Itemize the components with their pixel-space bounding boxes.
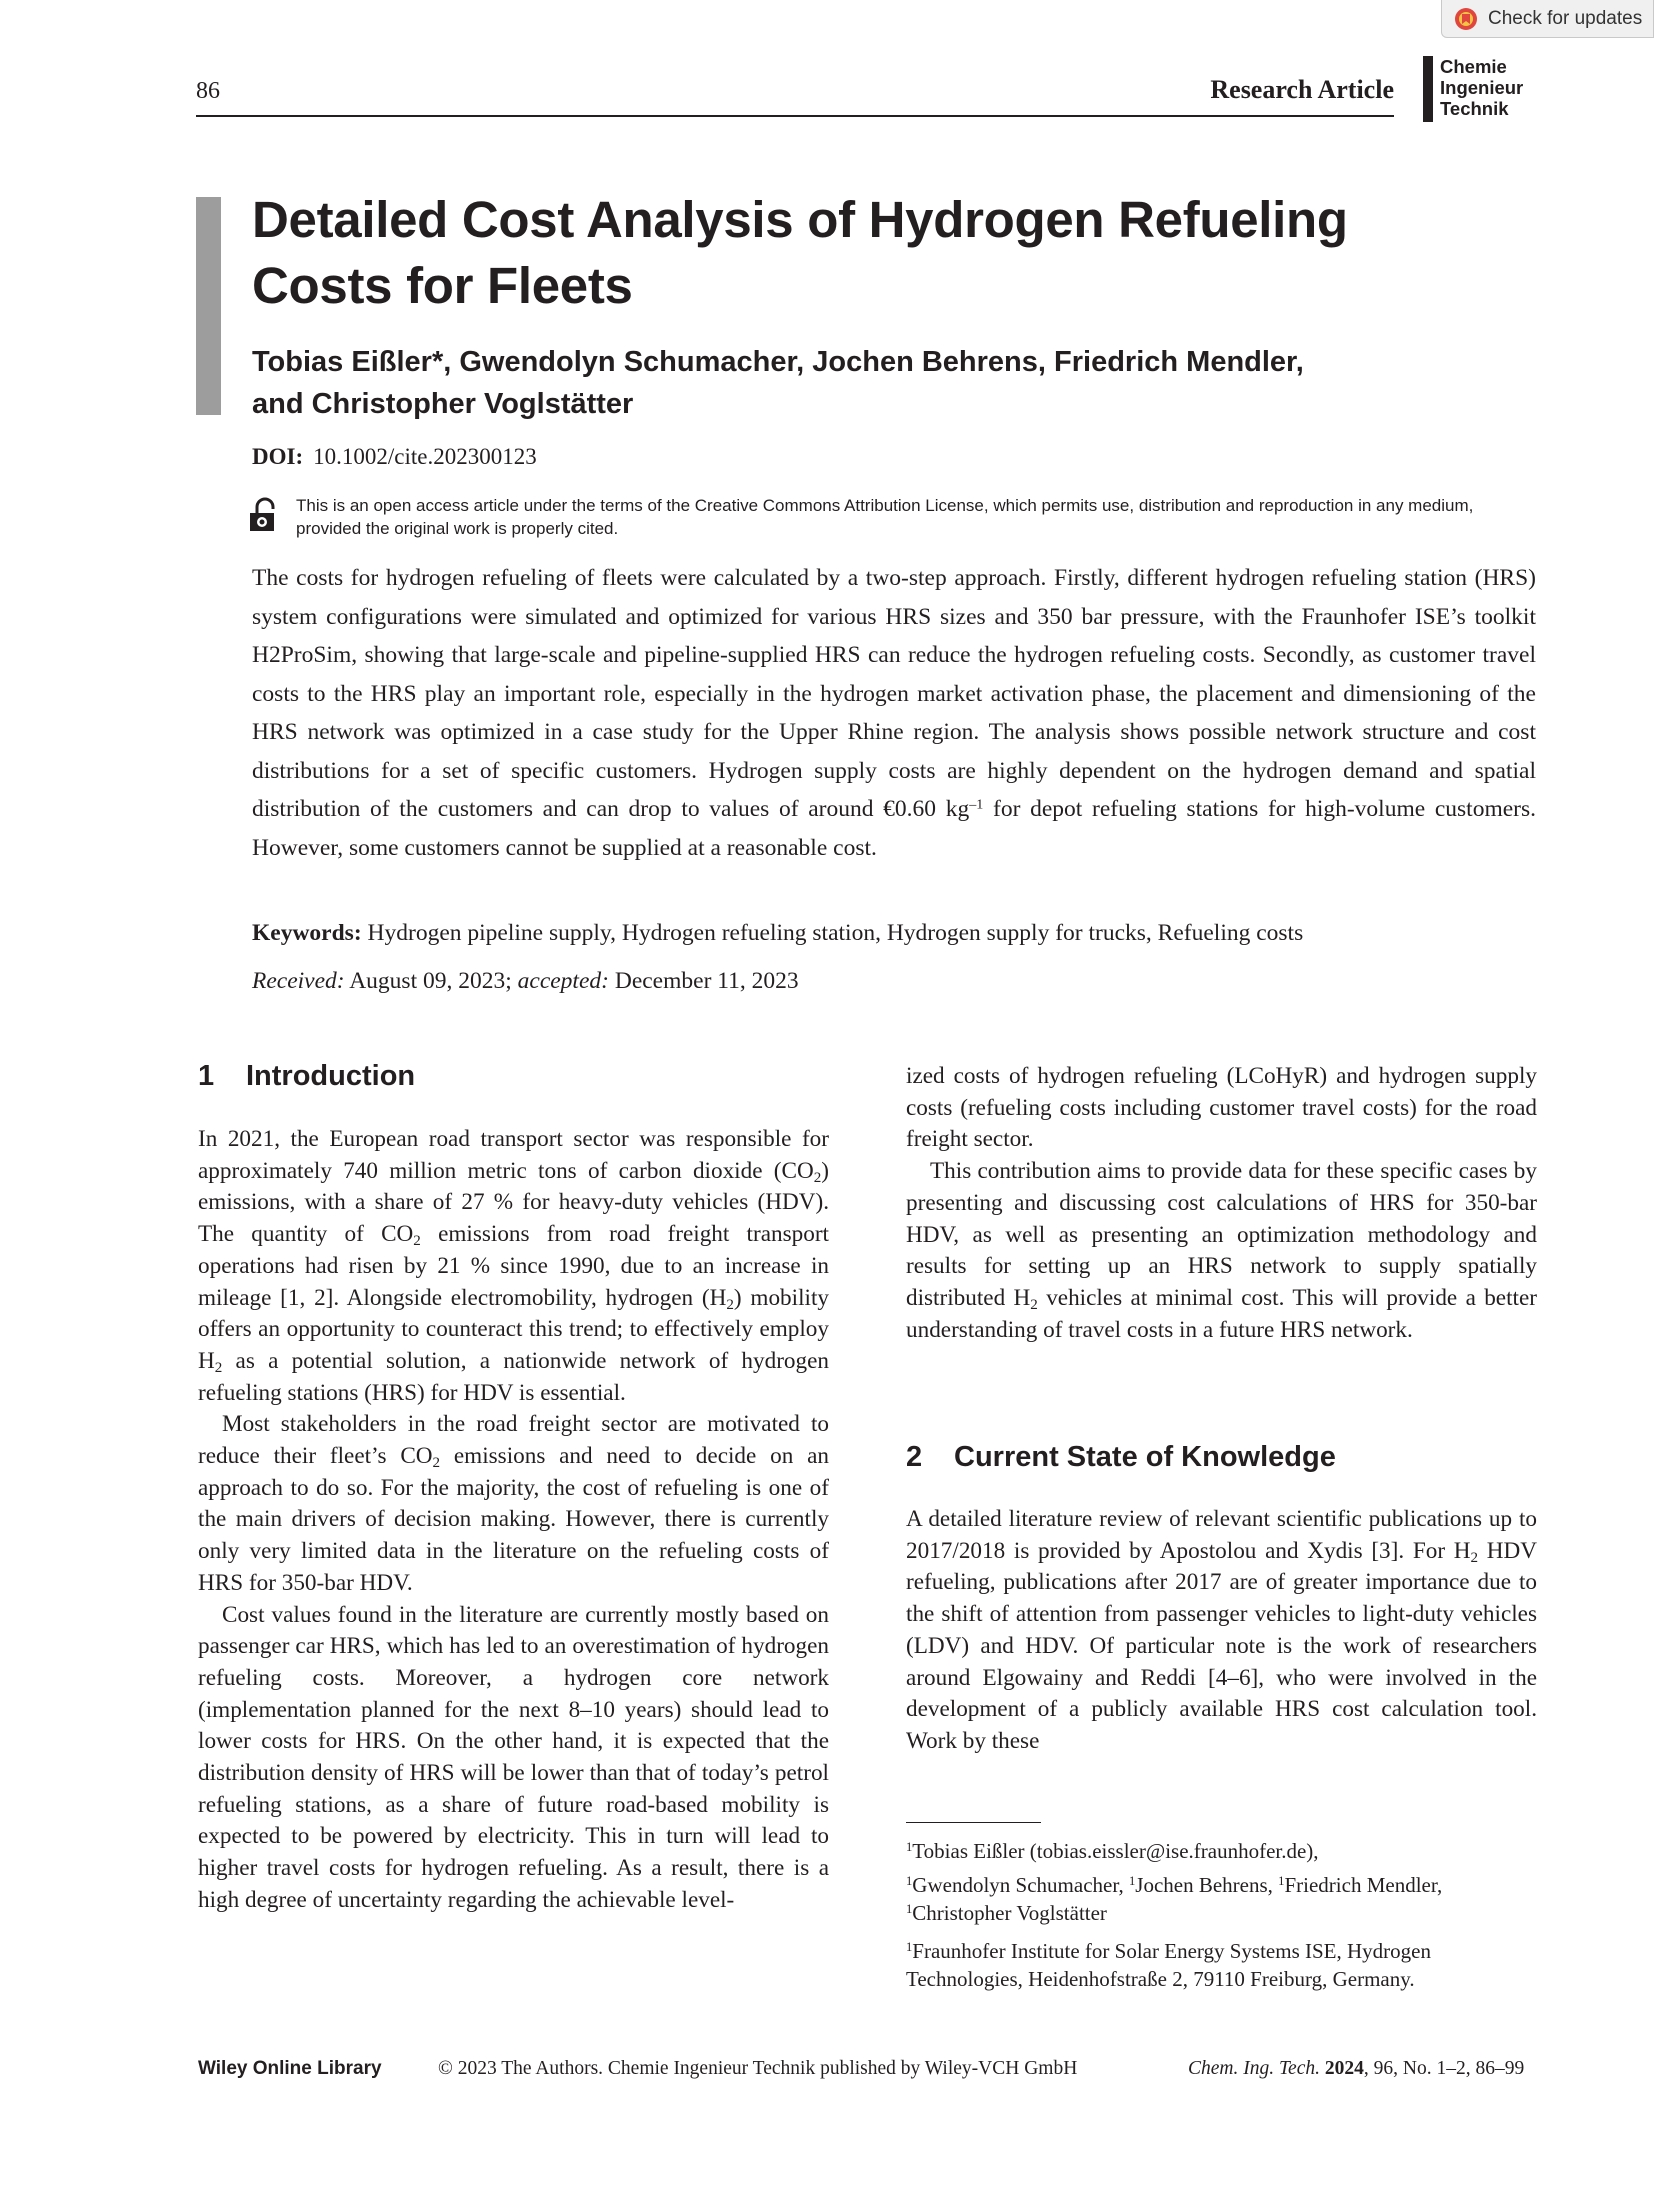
footnote-mark: 1	[906, 1902, 913, 1917]
keywords-label: Keywords:	[252, 920, 362, 946]
footnote-mark: 1	[906, 1874, 913, 1889]
doi-label: DOI:	[252, 444, 304, 469]
text-run: ) mobility offers an opportunity to counteract this trend; to effectively employ H	[198, 1284, 829, 1374]
text-run: as a potential solution, a nationwide network of hydrogen refueling stations (HRS) for HDV is essential.	[198, 1347, 829, 1406]
paragraph	[906, 1156, 1537, 1346]
abstract-text: The costs for hydrogen refueling of fleets were calculated by a two-step approach. Firstly, different hydrogen refueling station (HRS) system configurations were simulated and optimized for various HRS sizes and 350 bar pressure, with the Fraunhofer ISE’s toolkit H2ProSim, showing that large-scale and pipeline-supplied HRS can reduce the hydrogen refueling costs. Secondly, as customer travel costs to the HRS play an important role, especially in the hydrogen market activation phase, the placement and dimensioning of the HRS network was optimized in a case study for the Upper Rhine region. The analysis shows possible network structure and cost distributions for a set of specific customers. Hydrogen supply costs are highly dependent on the hydrogen demand and spatial distribution of the customers and can drop to values of around €0.60 kg	[252, 565, 1536, 822]
footnote	[906, 1871, 1537, 1927]
abstract-superscript: –1	[969, 796, 984, 813]
author-list	[252, 341, 1452, 425]
paragraph: Cost values found in the literature are currently mostly based on passenger car HRS, which has led to an overestimation of hydrogen refueling costs. Moreover, a hydrogen core network (implementation planned for the next 8–10 years) should lead to lower costs for HRS. On the other hand, it is expected that the distribution density of HRS will be lower than that of today’s petrol refueling stations, as a share of future road-based mobility is expected to be powered by electricity. This in turn will lead to higher travel costs for hydrogen refueling. As a result, there is a high degree of uncertainty regarding the achievable level-	[198, 1601, 829, 1913]
subscript: 2	[214, 1359, 223, 1376]
subscript: 2	[813, 1169, 822, 1186]
subscript: 2	[1030, 1296, 1038, 1313]
article-dates	[252, 968, 1536, 995]
open-access-notice: This is an open access article under the terms of the Creative Commons Attribution License, which permits use, distribution and reproduction in any medium, provided the original work is properly cited.	[296, 496, 1474, 538]
journal-name-line: Ingenieur	[1440, 77, 1524, 98]
footnote-mark: 1	[1278, 1874, 1285, 1889]
footnote-text: Friedrich Mendler,	[1284, 1873, 1443, 1897]
subscript: 2	[413, 1232, 421, 1249]
journal-name-line: Technik	[1440, 98, 1509, 119]
check-for-updates-icon	[1454, 7, 1478, 31]
author-line: and Christopher Voglstätter	[252, 388, 634, 420]
text-run: HDV refueling, publications after 2017 are of greater importance due to the shift of attention from passenger vehicles to light-duty vehicles (LDV) and HDV. Of particular note is the work of researchers around Elgowainy and Reddi [4–6], who were involved in the development of a publicly available HRS cost calculation tool. Work by these	[906, 1537, 1537, 1754]
right-column-top	[906, 1061, 1537, 1346]
footnote-rule	[906, 1822, 1041, 1823]
footnote-text: Jochen Behrens,	[1135, 1873, 1279, 1897]
section-title: Introduction	[246, 1060, 416, 1092]
footnote-text: Fraunhofer Institute for Solar Energy Systems ISE, Hydrogen Technologies, Heidenhofstraße 2, 79110 Freiburg, Germany.	[906, 1939, 1431, 1991]
received-date: August 09, 2023;	[344, 968, 518, 994]
accepted-label: accepted:	[517, 968, 609, 994]
check-for-updates-label: Check for updates	[1488, 7, 1643, 29]
citation-year: 2024	[1319, 2058, 1364, 2079]
footnote-text: Gwendolyn Schumacher,	[912, 1873, 1129, 1897]
footnote-mark: 1	[906, 1940, 913, 1955]
citation-journal: Chem. Ing. Tech.	[1188, 2058, 1320, 2079]
page-number: 86	[196, 78, 220, 104]
text-run: This contribution aims to provide data for these specific cases by presenting and discussing cost calculations of HRS for 350-bar HDV, as well as presenting an optimization methodology and results for setting up an HRS network to supply spatially distributed H	[906, 1158, 1537, 1311]
paragraph: ized costs of hydrogen refueling (LCoHyR) and hydrogen supply costs (refueling costs including customer travel costs) for the road freight sector.	[906, 1063, 1537, 1153]
doi-link[interactable]: 10.1002/cite.202300123	[313, 444, 537, 469]
section-heading	[198, 1060, 415, 1093]
footnote	[906, 1837, 1537, 1865]
author-line: Tobias Eißler*, Gwendolyn Schumacher, Jochen Behrens, Friedrich Mendler,	[252, 346, 1304, 378]
text-run: emissions and need to decide on an approach to do so. For the majority, the cost of refueling is one of the main drivers of decision making. However, there is currently only very limited data in the literature on the refueling costs of HRS for 350-bar HDV.	[198, 1443, 829, 1596]
section-title: Current State of Knowledge	[954, 1441, 1336, 1473]
header-rule	[196, 115, 1394, 117]
article-title: Detailed Cost Analysis of Hydrogen Refueling Costs for Fleets	[252, 191, 1348, 314]
section-heading	[906, 1441, 1336, 1474]
journal-name-line: Chemie	[1440, 56, 1507, 77]
text-run: A detailed literature review of relevant scientific publications up to 2017/2018 is provided by Apostolou and Xydis [3]. For H	[906, 1506, 1537, 1564]
text-run: Most stakeholders in the road freight sector are motivated to reduce their fleet’s CO	[198, 1411, 829, 1470]
journal-bar	[1423, 56, 1433, 122]
subscript: 2	[726, 1296, 734, 1313]
abstract-text: for depot refueling stations for high-volume customers. However, some customers cannot be supplied at a reasonable cost.	[252, 796, 1536, 861]
keywords-value: Hydrogen pipeline supply, Hydrogen refueling station, Hydrogen supply for trucks, Refueling costs	[361, 920, 1304, 946]
paragraph	[198, 1409, 829, 1599]
text-run: emissions from road freight transport operations had risen by 21 % since 1990, due to an increase in mileage [1, 2]. Alongside electromobility, hydrogen (H	[198, 1221, 829, 1311]
paragraph	[906, 1504, 1537, 1758]
text-run: ) emissions, with a share of 27 % for heavy-duty vehicles (HDV). The quantity of CO	[198, 1157, 829, 1248]
keywords	[252, 920, 1536, 947]
journal-name	[1440, 56, 1523, 119]
left-column	[198, 1124, 829, 1917]
received-label: Received:	[252, 968, 345, 994]
title-accent-bar	[196, 197, 221, 415]
text-run: vehicles at minimal cost. This will provide a better understanding of travel costs in a future HRS network.	[906, 1284, 1537, 1343]
footnote-mark: 1	[906, 1840, 913, 1855]
accepted-date: December 11, 2023	[608, 968, 799, 994]
doi	[252, 444, 537, 470]
right-column-bottom	[906, 1504, 1537, 1758]
open-access-lock-icon	[248, 496, 284, 532]
citation-details: , 96, No. 1–2, 86–99	[1363, 2058, 1525, 2079]
footnote-text: Tobias Eißler (tobias.eissler@ise.fraunhofer.de),	[912, 1839, 1319, 1863]
article-type: Research Article	[1210, 75, 1394, 104]
subscript: 2	[432, 1454, 441, 1471]
abstract	[252, 559, 1536, 867]
check-for-updates-button[interactable]	[1441, 0, 1654, 38]
footnote	[906, 1937, 1537, 1993]
citation	[1188, 2058, 1524, 2080]
footnotes	[906, 1837, 1537, 1999]
wiley-online-library-link[interactable]: Wiley Online Library	[198, 2058, 382, 2079]
paragraph	[198, 1124, 829, 1409]
copyright-notice: © 2023 The Authors. Chemie Ingenieur Technik published by Wiley-VCH GmbH	[438, 2058, 1078, 2079]
footnote-text: Christopher Voglstätter	[912, 1901, 1107, 1925]
subscript: 2	[1470, 1549, 1479, 1566]
footnote-mark: 1	[1128, 1874, 1136, 1889]
section-number: 1	[198, 1060, 215, 1092]
section-number: 2	[906, 1441, 923, 1473]
text-run: In 2021, the European road transport sector was responsible for approximately 740 million metric tons of carbon dioxide (CO	[198, 1126, 829, 1184]
